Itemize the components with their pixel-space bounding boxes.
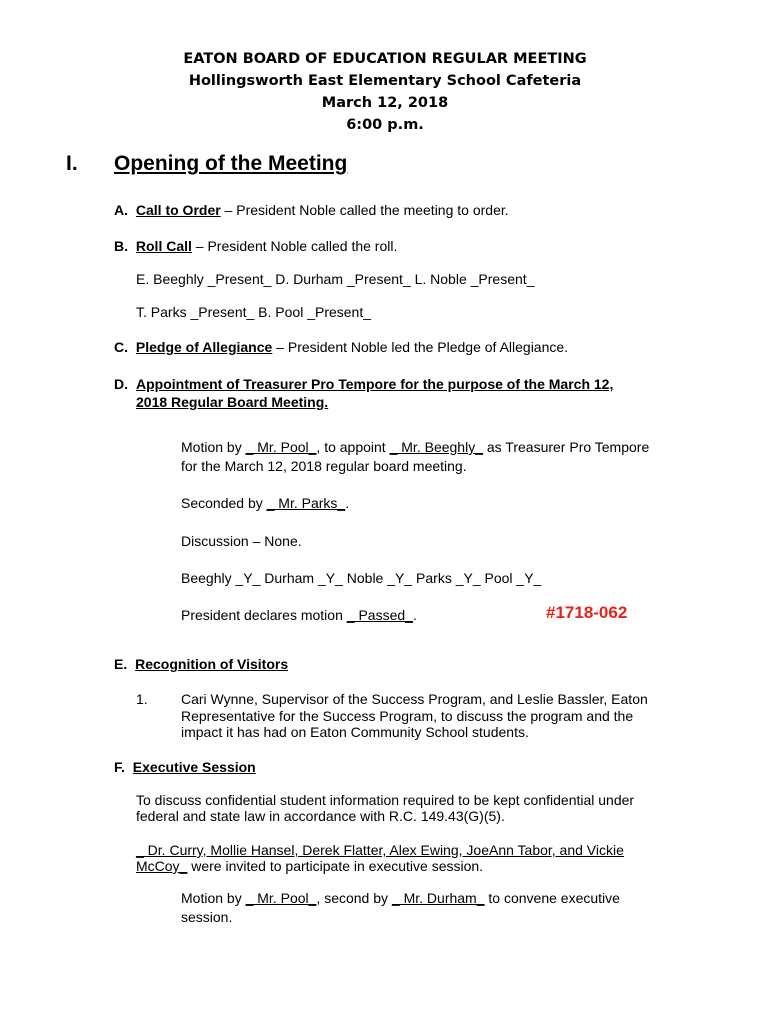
item-label: F. <box>114 759 125 775</box>
item-call-to-order <box>114 201 509 219</box>
item-label: C. <box>114 339 128 355</box>
exec-motion-line-1 <box>181 889 620 907</box>
motion-text: , second by <box>316 890 392 906</box>
motion-second: _ Mr. Durham_ <box>391 890 485 906</box>
declares-text: President declares motion <box>181 607 347 623</box>
item-label: E. <box>114 656 128 672</box>
visitor-item-line-2: Representative for the Success Program, to discuss the program and the <box>181 708 634 724</box>
item-label: B. <box>114 238 128 254</box>
header-location: Hollingsworth East Elementary School Cafeteria <box>188 73 582 89</box>
declares-line <box>181 606 417 624</box>
item-title: Executive Session <box>132 759 256 775</box>
motion-appointee: _ Mr. Beeghly_ <box>389 439 483 455</box>
seconded-line <box>181 494 349 512</box>
seconded-by: _ Mr. Parks_ <box>266 495 346 511</box>
item-treasurer-title-2: 2018 Regular Board Meeting. <box>136 394 329 410</box>
item-visitors <box>114 655 288 673</box>
item-treasurer-title-1: Appointment of Treasurer Pro Tempore for the purpose of the March 12, <box>136 376 614 392</box>
motion-result: _ Passed_ <box>346 607 413 623</box>
exec-invitee-last: McCoy_ <box>136 858 188 874</box>
roll-call-line-1: E. Beeghly _Present_ D. Durham _Present_ L. Noble _Present_ <box>136 271 535 287</box>
item-label: D. <box>114 376 128 392</box>
item-roll-call <box>114 237 397 255</box>
motion-text: Motion by <box>181 890 246 906</box>
exec-purpose-line-2: federal and state law in accordance with R.C. 149.43(G)(5). <box>136 808 505 824</box>
seconded-text: . <box>345 495 350 511</box>
item-treasurer-label <box>114 375 128 393</box>
motion-by: _ Mr. Pool_ <box>245 439 317 455</box>
item-title: Call to Order <box>135 202 221 218</box>
exec-motion-line-2: session. <box>181 909 233 925</box>
header-title: EATON BOARD OF EDUCATION REGULAR MEETING <box>183 51 587 67</box>
item-pledge <box>114 338 568 356</box>
roll-call-line-2: T. Parks _Present_ B. Pool _Present_ <box>136 304 372 320</box>
motion-appoint-line-2: for the March 12, 2018 regular board meeting. <box>181 458 467 474</box>
motion-number: #1718-062 <box>546 603 628 622</box>
header-date: March 12, 2018 <box>321 95 449 111</box>
motion-by: _ Mr. Pool_ <box>245 890 317 906</box>
section-number: I. <box>66 152 78 175</box>
exec-invitees-text: were invited to participate in executive session. <box>187 858 484 874</box>
visitor-item-line-1: Cari Wynne, Supervisor of the Success Program, and Leslie Bassler, Eaton <box>181 691 648 707</box>
vote-line: Beeghly _Y_ Durham _Y_ Noble _Y_ Parks _Y_ Pool _Y_ <box>181 570 542 586</box>
motion-text: , to appoint <box>316 439 390 455</box>
item-text: – President Noble called the roll. <box>191 238 398 254</box>
item-label: A. <box>114 202 128 218</box>
item-title: Pledge of Allegiance <box>135 339 273 355</box>
exec-purpose-line-1: To discuss confidential student information required to be kept confidential under <box>136 792 635 808</box>
seconded-text: Seconded by <box>181 495 267 511</box>
item-executive-session <box>114 758 256 776</box>
exec-invitees-line-2 <box>136 857 483 875</box>
item-text: – President Noble called the meeting to order. <box>220 202 509 218</box>
meeting-header <box>0 48 770 136</box>
exec-invitees-line-1: _ Dr. Curry, Mollie Hansel, Derek Flatter, Alex Ewing, JoeAnn Tabor, and Vickie <box>136 842 624 858</box>
motion-text: as Treasurer Pro Tempore <box>482 439 650 455</box>
item-text: – President Noble led the Pledge of Allegiance. <box>272 339 569 355</box>
motion-text: to convene executive <box>484 890 620 906</box>
motion-appoint-line-1 <box>181 438 649 456</box>
item-title: Roll Call <box>135 238 192 254</box>
visitor-item-line-3: impact it has had on Eaton Community School students. <box>181 724 529 740</box>
section-title: Opening of the Meeting <box>114 152 348 175</box>
visitor-item-number: 1. <box>136 691 148 707</box>
header-time: 6:00 p.m. <box>346 117 424 133</box>
item-title: Recognition of Visitors <box>135 656 289 672</box>
motion-text: Motion by <box>181 439 246 455</box>
declares-text: . <box>412 607 417 623</box>
discussion-line: Discussion – None. <box>181 533 302 549</box>
